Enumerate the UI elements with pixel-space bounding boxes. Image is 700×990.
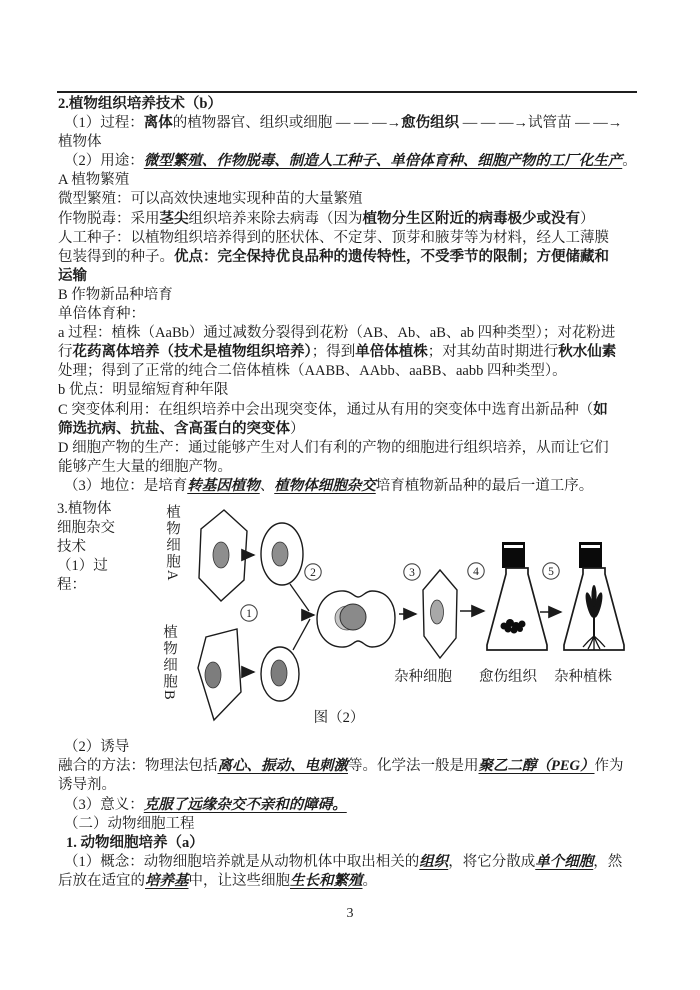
- text-run: — — —→试管苗 — —→: [459, 115, 623, 132]
- text-run: 植物分生区附近的病毒极少或没有: [362, 210, 580, 227]
- text-run: 生长和繁殖: [290, 873, 363, 890]
- text-line: [58, 305, 658, 324]
- text-run: （2）诱导: [64, 739, 130, 755]
- flask-body: [487, 568, 547, 650]
- text-run: 聚乙二醇（PEG）: [478, 758, 595, 775]
- fusion-line-bottom: [293, 619, 310, 650]
- fused-nucleus: [340, 604, 366, 630]
- step-number: 2: [310, 567, 316, 579]
- text-run: 培育植物新品种的最后一道工序。: [375, 477, 594, 494]
- text-run: 作物脱毒：采用: [58, 210, 160, 227]
- text-line: [58, 114, 658, 133]
- text-run: （二）动物细胞工程: [64, 815, 195, 832]
- text-run: 2.植物组织培养技术（b）: [58, 96, 222, 112]
- text-line: [58, 757, 658, 776]
- text-run: 处理；得到了正常的纯合二倍体植株（AABB、AAbb、aaBB、aabb 四种类型）。: [58, 363, 567, 380]
- plant-cell-a-label: 植物细胞A: [164, 504, 180, 583]
- text-run: 愈伤组织: [401, 115, 460, 132]
- text-run: ；对其幼苗时期进行: [427, 344, 559, 361]
- text-run: D 细胞产物的生产：通过能够产生对人们有利的产物的细胞进行组织培养，从而让它们: [58, 439, 609, 456]
- text-run: （3）意义：: [64, 796, 144, 813]
- text-line: [58, 815, 658, 834]
- text-line: [58, 420, 658, 439]
- text-run: A 植物繁殖: [58, 172, 130, 189]
- text-line: [58, 267, 658, 286]
- text-run: 作为: [594, 758, 624, 775]
- text-run: 培养基: [145, 873, 189, 890]
- page-number: 3: [346, 906, 354, 921]
- text-run: 离心、振动、电刺激: [217, 758, 348, 775]
- text-line: [58, 853, 658, 872]
- label-hybrid-plant: 杂种植株: [554, 669, 612, 685]
- text-run: ）: [580, 210, 595, 227]
- protoplast-b-nucleus: [271, 660, 287, 686]
- text-run: （1）概念：动物细胞培养就是从动物机体中取出相关的: [64, 854, 420, 871]
- text-run: 中，让这些细胞: [188, 873, 290, 890]
- text-run: 筛选抗病、抗盐、含高蛋白的突变体: [58, 420, 290, 437]
- text-run: 融合的方法：物理法包括: [58, 758, 218, 775]
- text-line: [58, 834, 658, 853]
- protoplast-a-nucleus: [272, 542, 288, 566]
- step-number: 3: [409, 567, 415, 579]
- text-run: ；得到: [311, 344, 356, 361]
- cell-a-nucleus: [213, 542, 229, 568]
- text-line: [58, 248, 658, 267]
- aside-line: 技术: [57, 539, 86, 556]
- text-line: [58, 190, 658, 209]
- plant-cell-b-label: 植物细胞B: [161, 624, 177, 702]
- aside-line: 程：: [57, 577, 86, 594]
- text-line: [58, 477, 658, 496]
- text-run: 单倍体植株: [355, 344, 428, 361]
- text-run: 单倍体育种：: [58, 306, 145, 323]
- text-run: 组织培养来除去病毒（因为: [188, 210, 363, 227]
- text-run: 单个细胞: [535, 854, 594, 871]
- text-run: 优点：完全保持优良品种的遗传特性，不受季节的限制；方便储藏和: [174, 248, 609, 265]
- text-run: 、: [259, 477, 275, 494]
- text-run: 。: [622, 153, 637, 170]
- text-run: 1. 动物细胞培养（a）: [66, 834, 204, 851]
- flask-plantlet: [564, 542, 624, 650]
- aside-line: 3.植物体: [57, 501, 112, 517]
- text-run: （2）用途：: [64, 153, 144, 170]
- header-rule: [57, 91, 637, 93]
- flask-cap-stripe: [504, 545, 523, 548]
- flask-callus: [487, 542, 547, 650]
- label-callus: 愈伤组织: [479, 669, 537, 685]
- hybridization-diagram: [140, 498, 650, 738]
- text-line: [58, 152, 658, 171]
- text-line: [58, 458, 658, 477]
- text-line: [58, 133, 658, 152]
- text-run: 花药离体培养（技术是植物组织培养）: [72, 344, 312, 361]
- text-line: [58, 872, 658, 891]
- aside-line: 细胞杂交: [57, 520, 115, 537]
- text-line: [58, 229, 658, 248]
- label-hybrid-cell: 杂种细胞: [394, 669, 452, 685]
- text-line: [58, 324, 658, 343]
- aside-line: （1）过: [57, 558, 108, 575]
- text-run: （3）地位：是培育: [64, 477, 188, 494]
- text-line: [58, 95, 658, 114]
- text-run: 能够产生大量的细胞产物。: [58, 458, 232, 475]
- text-run: 运输: [58, 267, 87, 284]
- text-line: [58, 776, 658, 795]
- text-line: [58, 343, 658, 362]
- text-run: 植物体: [58, 134, 102, 151]
- text-run: 微型繁殖：可以高效快速地实现种苗的大量繁殖: [58, 191, 363, 208]
- text-run: 组织: [419, 854, 449, 871]
- text-run: C 突变体利用：在组织培养中会出现突变体，通过从有用的突变体中选育出新品种（: [58, 401, 594, 418]
- figure-caption: 图（2）: [313, 710, 365, 726]
- step-number: 4: [473, 566, 479, 578]
- text-line: [58, 381, 658, 400]
- text-run: B 作物新品种培育: [58, 286, 173, 303]
- text-run: 植物体细胞杂交: [274, 477, 376, 494]
- text-line: [58, 796, 658, 815]
- text-line: [58, 738, 658, 757]
- text-run: 后放在适宜的: [58, 873, 145, 890]
- cell-b-nucleus: [205, 662, 221, 688]
- text-line: [58, 210, 658, 229]
- text-run: 的植物器官、组织或细胞 — — —→: [172, 115, 402, 132]
- text-run: 。: [362, 873, 377, 890]
- text-run: b 优点：明显缩短育种年限: [58, 382, 229, 399]
- text-line: [58, 286, 658, 305]
- lower-text-block: [58, 738, 658, 892]
- section3-heading: [57, 499, 149, 594]
- text-run: ，将它分散成: [448, 854, 536, 871]
- text-run: 茎尖: [159, 210, 189, 227]
- flask-cap-stripe: [581, 545, 600, 548]
- text-run: （1）过程：: [64, 115, 144, 132]
- text-run: 包装得到的种子。: [58, 248, 174, 265]
- hybrid-cell-nucleus: [431, 600, 444, 624]
- text-line: [58, 171, 658, 190]
- step-number: 5: [548, 566, 554, 578]
- text-line: [58, 439, 658, 458]
- text-run: 诱导剂。: [58, 777, 116, 794]
- text-run: 秋水仙素: [558, 344, 617, 361]
- text-run: 转基因植物: [187, 477, 260, 494]
- text-run: 如: [593, 401, 608, 418]
- text-run: 行: [58, 344, 73, 361]
- fusion-line-top: [290, 584, 309, 611]
- text-run: ）: [290, 420, 305, 437]
- text-line: [58, 401, 658, 420]
- text-run: ，然: [593, 854, 623, 871]
- upper-text-block: [58, 95, 658, 496]
- text-run: 等。化学法一般是用: [348, 758, 479, 775]
- text-run: 人工种子：以植物组织培养得到的胚状体、不定芽、顶芽和腋芽等为材料，经人工薄膜: [58, 229, 609, 246]
- text-run: a 过程：植株（AaBb）通过减数分裂得到花粉（AB、Ab、aB、ab 四种类型）；对花粉进: [58, 325, 616, 342]
- text-line: [58, 362, 658, 381]
- step-number: 1: [246, 608, 252, 620]
- text-run: 克服了远缘杂交不亲和的障碍。: [143, 796, 347, 813]
- text-run: 微型繁殖、作物脱毒、制造人工种子、单倍体育种、细胞产物的工厂化生产: [143, 153, 623, 170]
- text-run: 离体: [143, 115, 173, 132]
